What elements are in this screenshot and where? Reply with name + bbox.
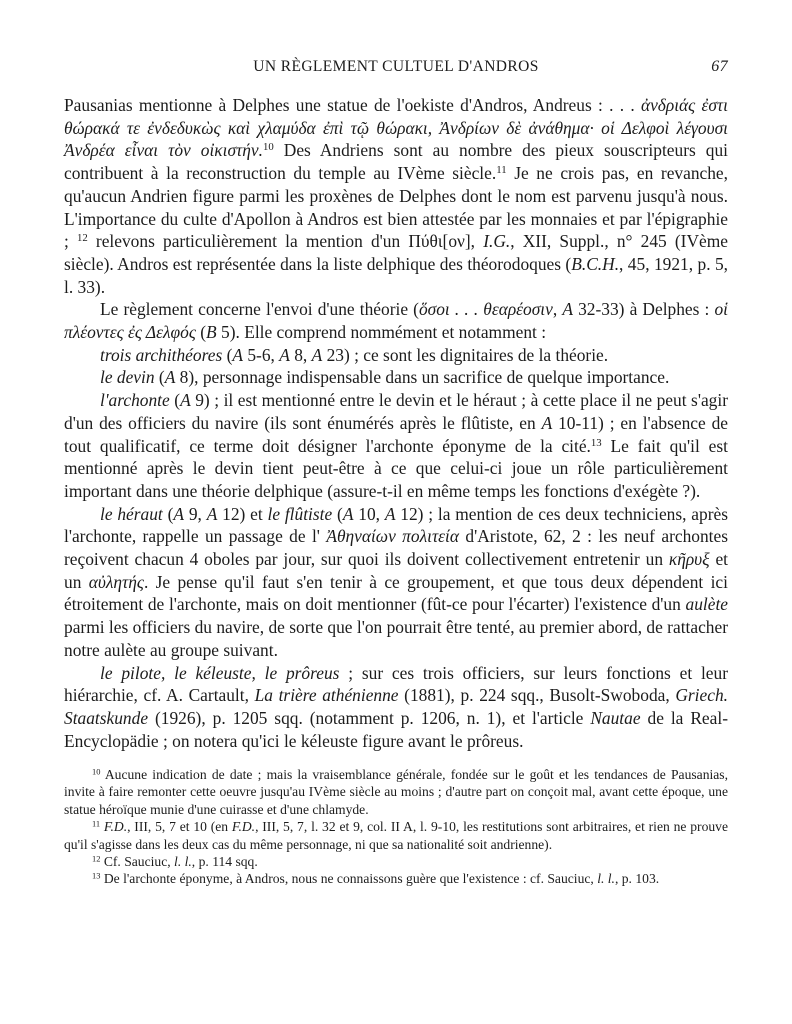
item-term: le héraut bbox=[100, 503, 163, 524]
footnote-number: 12 bbox=[92, 853, 101, 864]
item-architheores: trois archithéores (A 5-6, A 8, A 23) ; ce sont les dignitaires de la théorie. bbox=[100, 344, 609, 365]
footnote-number: 10 bbox=[92, 766, 101, 777]
footnote-number: 11 bbox=[92, 818, 101, 829]
greek-quote: ὅσοι . . . θεαρέοσιν bbox=[418, 299, 553, 320]
greek-quote: κῆρυξ bbox=[668, 549, 710, 570]
running-title: UN RÈGLEMENT CULTUEL D'ANDROS bbox=[253, 58, 539, 75]
running-head bbox=[64, 58, 728, 82]
greek-quote: Ἀθηναίων πολιτεία bbox=[326, 526, 459, 547]
item-archonte: l'archonte (A 9) ; il est mentionné entre le devin et le héraut ; à cette place il ne peut s'agir d'un des officiers du navire (ils sont énumérés après le flûtiste, en A 10-11) ; en l'absence de tout qualificatif, ce terme doit désigner l'archonte éponyme de la cité.$^{13}$ Le fait qu'il est mentionné après le devin tient peut-être à ce que celui-ci joue un rôle particulièrement important dans une théorie delphique (assure-t-il en même temps les fonctions d'exégète ?). bbox=[64, 390, 728, 501]
item-term: le pilote, le kéleuste, le prôreus bbox=[100, 662, 340, 683]
item-term: l'archonte bbox=[100, 390, 170, 411]
footnotes bbox=[64, 766, 728, 888]
footnote-ref: 11 bbox=[496, 164, 507, 177]
item-devin: le devin (A 8), personnage indispensable dans un sacrifice de quelque importance. bbox=[100, 367, 670, 388]
footnote-ref: 12 bbox=[77, 232, 88, 245]
greek-quote: οἱ πλέοντες ἐς Δελφός bbox=[64, 299, 729, 343]
footnote-10: $^{10}$ Aucune indication de date ; mais la vraisemblance générale, fondée sur le goût et les tendances de Pausanias, invite à faire remonter cette oeuvre jusqu'au IVème siècle au moins ; d'autre part on conçoit mal, avant cette époque, une statue héroïque munie d'une cuirasse et d'une chlamyde. bbox=[64, 766, 728, 817]
item-term: le devin bbox=[100, 367, 155, 388]
footnote-number: 13 bbox=[92, 870, 101, 881]
item-pilote-keleuste-proreus: le pilote, le kéleuste, le prôreus ; sur ces trois officiers, sur leurs fonctions et leur hiérarchie, cf. A. Cartault, La trière athénienne (1881), p. 224 sqq., Busolt-Swoboda, Griech. Staatskunde (1926), p. 1205 sqq. (notamment p. 1206, n. 1), et l'article Nautae de la Real-Encyclopädie ; on notera qu'ici le kéleuste figure avant le prôreus. bbox=[64, 662, 729, 751]
item-heraut-flutiste: le héraut (A 9, A 12) et le flûtiste (A 10, A 12) ; la mention de ces deux techniciens, après l'archonte, rappelle un passage de l' Ἀθηναίων πολιτεία d'Aristote, 62, 2 : les neuf archontes reçoivent chacun 4 oboles par jour, sur quoi ils doivent collectivement entretenir un κῆρυξ et un αὐλητής. Je pense qu'il faut s'en tenir à ce groupement, et que tous deux dépendent ici étroitement de l'archonte, mais on doit mentionner (fût-ce pour l'écarter) l'existence d'un aulète parmi les officiers du navire, de sorte que l'on pourrait être tenté, au premier abord, de rattacher notre aulète au groupe suivant. bbox=[64, 503, 728, 660]
book-title: La trière athénienne bbox=[254, 685, 399, 706]
footnote-ref: 10 bbox=[262, 141, 274, 154]
item-term: le flûtiste bbox=[267, 503, 333, 524]
footnote-12: $^{12}$ Cf. Sauciuc, l. l., p. 114 sqq. bbox=[92, 853, 258, 870]
paragraph-pausanias: Pausanias mentionne à Delphes une statue de l'oekiste d'Andros, Andreus : . . . ἀνδριάς ἐστι θώρακά τε ἐνδεδυκὼς καὶ χλαμύδα ἐπὶ τῷ θώρακι, Ἀνδρίων δὲ ἀνάθημα· οἱ Δελφοὶ λέγουσι Ἀνδρέα εἶναι τὸν οἰκιστήν.$^{10}$ Des Andriens sont au nombre des pieux souscripteurs qui contribuent à la reconstruction du temple au IVème siècle.$^{11}$ Je ne crois pas, en revanche, qu'aucun Andrien figure parmi les proxènes de Delphes dont le nom est parvenu jusqu'à nous. L'importance du culte d'Apollon à Andros est bien attestée par les monnaies et par l'épigraphie ; $^{12}$ relevons particulièrement la mention d'un Πύθι[ον], I.G., XII, Suppl., n° 245 (IVème siècle). Andros est représentée dans la liste delphique des théorodoques (B.C.H., 45, 1921, p. 5, l. 33). bbox=[64, 95, 729, 297]
footnote-11: $^{11}$ F.D., III, 5, 7 et 10 (en F.D., III, 5, 7, l. 32 et 9, col. II A, l. 9-10, les restitutions sont arbitraires, et rien ne prouve qu'il s'agisse dans les deux cas du même personnage, ni que sa nationalité soit andrienne). bbox=[64, 818, 728, 852]
greek-quote: ἀνδριάς ἐστι θώρακά τε ἐνδεδυκὼς καὶ χλαμύδα ἐπὶ τῷ θώρακι, Ἀνδρίων δὲ ἀνάθημα· οἱ Δελφοὶ λέγουσι Ἀνδρέα εἶναι τὸν οἰκιστήν. bbox=[64, 95, 728, 161]
item-term: trois archithéores bbox=[100, 344, 223, 365]
book-title: Griech. Staatskunde bbox=[64, 685, 728, 728]
footnote-ref: 13 bbox=[590, 436, 602, 449]
greek-quote: αὐλητής bbox=[88, 571, 144, 592]
paragraph-reglement: Le règlement concerne l'envoi d'une théorie (ὅσοι . . . θεαρέοσιν, A 32-33) à Delphes : οἱ πλέοντες ἐς Δελφός (B 5). Elle comprend nommément et notamment : bbox=[64, 299, 729, 343]
page-number: 67 bbox=[711, 58, 728, 75]
main-text bbox=[64, 94, 728, 752]
footnote-13: $^{13}$ De l'archonte éponyme, à Andros, nous ne connaissons guère que l'existence : cf. Sauciuc, l. l., p. 103. bbox=[92, 870, 660, 887]
